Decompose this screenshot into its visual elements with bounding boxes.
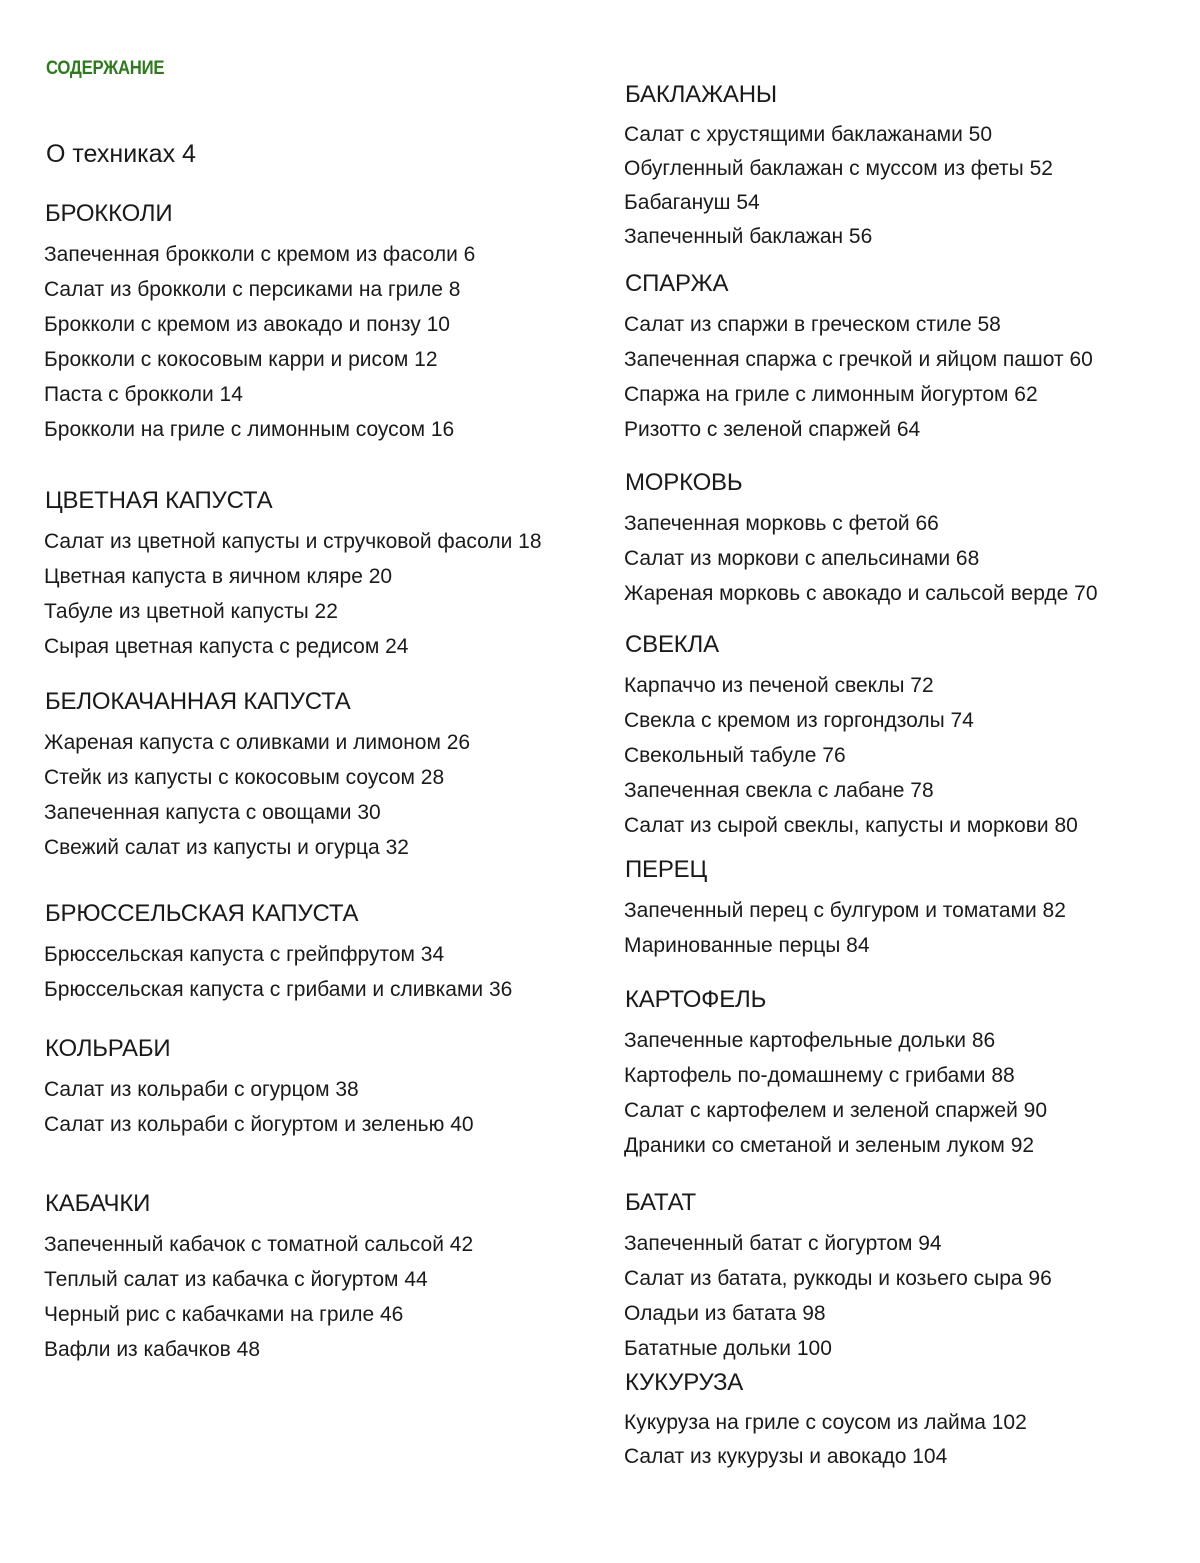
recipe-entry: Салат из сырой свеклы, капусты и моркови 80 <box>624 814 1078 837</box>
section-title: СВЕКЛА <box>625 631 719 658</box>
section-title: БРОККОЛИ <box>45 200 173 227</box>
section-title: МОРКОВЬ <box>625 469 743 496</box>
section-title: СПАРЖА <box>625 270 729 297</box>
toc-section <box>44 900 512 1007</box>
recipe-entry: Брюссельская капуста с грейпфрутом 34 <box>44 943 445 966</box>
toc-section <box>624 469 1098 611</box>
recipe-entry: Салат из кольраби с йогуртом и зеленью 40 <box>44 1113 474 1136</box>
recipe-entry: Салат из кольраби с огурцом 38 <box>44 1078 359 1101</box>
recipe-list <box>44 237 475 447</box>
section-title: КАРТОФЕЛЬ <box>625 986 767 1013</box>
recipe-list <box>44 1072 474 1142</box>
recipe-entry: Оладьи из батата 98 <box>624 1302 826 1325</box>
recipe-entry: Запеченная свекла с лабане 78 <box>624 779 934 802</box>
toc-section <box>624 986 1047 1163</box>
recipe-entry: Салат из цветной капусты и стручковой фасоли 18 <box>44 530 542 553</box>
recipe-entry: Драники со сметаной и зеленым луком 92 <box>624 1134 1035 1157</box>
recipe-entry: Салат с хрустящими баклажанами 50 <box>624 123 992 146</box>
recipe-list <box>44 725 470 865</box>
recipe-entry: Свекла с кремом из горгондзолы 74 <box>624 709 974 732</box>
toc-section <box>624 270 1093 447</box>
section-title: БАКЛАЖАНЫ <box>625 81 777 108</box>
recipe-entry: Обугленный баклажан с муссом из феты 52 <box>624 157 1053 180</box>
recipe-entry: Запеченный батат с йогуртом 94 <box>624 1232 942 1255</box>
page-title: СОДЕРЖАНИЕ <box>46 58 165 79</box>
recipe-list <box>44 1227 473 1367</box>
recipe-entry: Стейк из капусты с кокосовым соусом 28 <box>44 766 445 789</box>
recipe-entry: Кукуруза на гриле с соусом из лайма 102 <box>624 1411 1027 1434</box>
section-title: БРЮССЕЛЬСКАЯ КАПУСТА <box>45 900 359 927</box>
intro-entry: О техниках 4 <box>46 140 196 168</box>
recipe-entry: Брокколи на гриле с лимонным соусом 16 <box>44 418 455 441</box>
recipe-entry: Брюссельская капуста с грибами и сливками 36 <box>44 978 513 1001</box>
toc-section <box>44 1190 473 1367</box>
recipe-list <box>624 668 1078 843</box>
recipe-list <box>44 937 512 1007</box>
recipe-entry: Жареная морковь с авокадо и сальсой верде 70 <box>624 582 1098 605</box>
recipe-list <box>624 506 1098 611</box>
recipe-list <box>44 524 542 664</box>
recipe-entry: Свежий салат из капусты и огурца 32 <box>44 836 409 859</box>
recipe-entry: Салат из моркови с апельсинами 68 <box>624 547 980 570</box>
toc-section <box>44 688 470 865</box>
recipe-entry: Черный рис с кабачками на гриле 46 <box>44 1303 404 1326</box>
recipe-entry: Брокколи с кремом из авокадо и понзу 10 <box>44 313 450 336</box>
recipe-entry: Запеченный перец с булгуром и томатами 82 <box>624 899 1066 922</box>
recipe-entry: Свекольный табуле 76 <box>624 744 846 767</box>
recipe-entry: Теплый салат из кабачка с йогуртом 44 <box>44 1268 428 1291</box>
toc-section <box>44 200 475 447</box>
recipe-list <box>624 893 1066 963</box>
recipe-list <box>624 1406 1027 1474</box>
recipe-entry: Запеченная брокколи с кремом из фасоли 6 <box>44 243 476 266</box>
section-title: КУКУРУЗА <box>625 1369 744 1396</box>
recipe-entry: Запеченная капуста с овощами 30 <box>44 801 381 824</box>
recipe-entry: Ризотто с зеленой спаржей 64 <box>624 418 921 441</box>
recipe-entry: Бабагануш 54 <box>624 191 760 214</box>
toc-section <box>624 631 1078 843</box>
section-title: КОЛЬРАБИ <box>45 1035 171 1062</box>
toc-section <box>624 856 1066 963</box>
recipe-entry: Маринованные перцы 84 <box>624 934 870 957</box>
recipe-list <box>624 118 1053 254</box>
section-title: БЕЛОКАЧАННАЯ КАПУСТА <box>45 688 351 715</box>
recipe-entry: Спаржа на гриле с лимонным йогуртом 62 <box>624 383 1038 406</box>
recipe-entry: Запеченный баклажан 56 <box>624 225 873 248</box>
recipe-entry: Карпаччо из печеной свеклы 72 <box>624 674 934 697</box>
toc-section <box>44 1035 474 1142</box>
recipe-entry: Табуле из цветной капусты 22 <box>44 600 338 623</box>
recipe-entry: Запеченные картофельные дольки 86 <box>624 1029 996 1052</box>
recipe-entry: Жареная капуста с оливками и лимоном 26 <box>44 731 471 754</box>
section-title: ЦВЕТНАЯ КАПУСТА <box>45 487 273 514</box>
recipe-entry: Брокколи с кокосовым карри и рисом 12 <box>44 348 438 371</box>
recipe-entry: Салат из кукурузы и авокадо 104 <box>624 1445 948 1468</box>
recipe-entry: Запеченная морковь с фетой 66 <box>624 512 939 535</box>
recipe-entry: Вафли из кабачков 48 <box>44 1338 260 1361</box>
recipe-list <box>624 307 1093 447</box>
recipe-entry: Салат из спаржи в греческом стиле 58 <box>624 313 1001 336</box>
recipe-entry: Салат из брокколи с персиками на гриле 8 <box>44 278 461 301</box>
recipe-entry: Бататные дольки 100 <box>624 1337 832 1360</box>
section-title: ПЕРЕЦ <box>625 856 708 883</box>
recipe-entry: Сырая цветная капуста с редисом 24 <box>44 635 409 658</box>
recipe-entry: Паста с брокколи 14 <box>44 383 243 406</box>
toc-section <box>44 487 542 664</box>
section-title: КАБАЧКИ <box>45 1190 151 1217</box>
recipe-entry: Салат из батата, руккоды и козьего сыра 96 <box>624 1267 1052 1290</box>
recipe-entry: Картофель по-домашнему с грибами 88 <box>624 1064 1015 1087</box>
section-title: БАТАТ <box>625 1189 697 1216</box>
toc-section <box>624 1369 1027 1474</box>
recipe-list <box>624 1226 1052 1366</box>
recipe-list <box>624 1023 1047 1163</box>
recipe-entry: Запеченная спаржа с гречкой и яйцом пашот 60 <box>624 348 1093 371</box>
toc-section <box>624 1189 1052 1366</box>
recipe-entry: Запеченный кабачок с томатной сальсой 42 <box>44 1233 474 1256</box>
recipe-entry: Салат с картофелем и зеленой спаржей 90 <box>624 1099 1048 1122</box>
toc-section <box>624 81 1053 254</box>
recipe-entry: Цветная капуста в яичном кляре 20 <box>44 565 393 588</box>
